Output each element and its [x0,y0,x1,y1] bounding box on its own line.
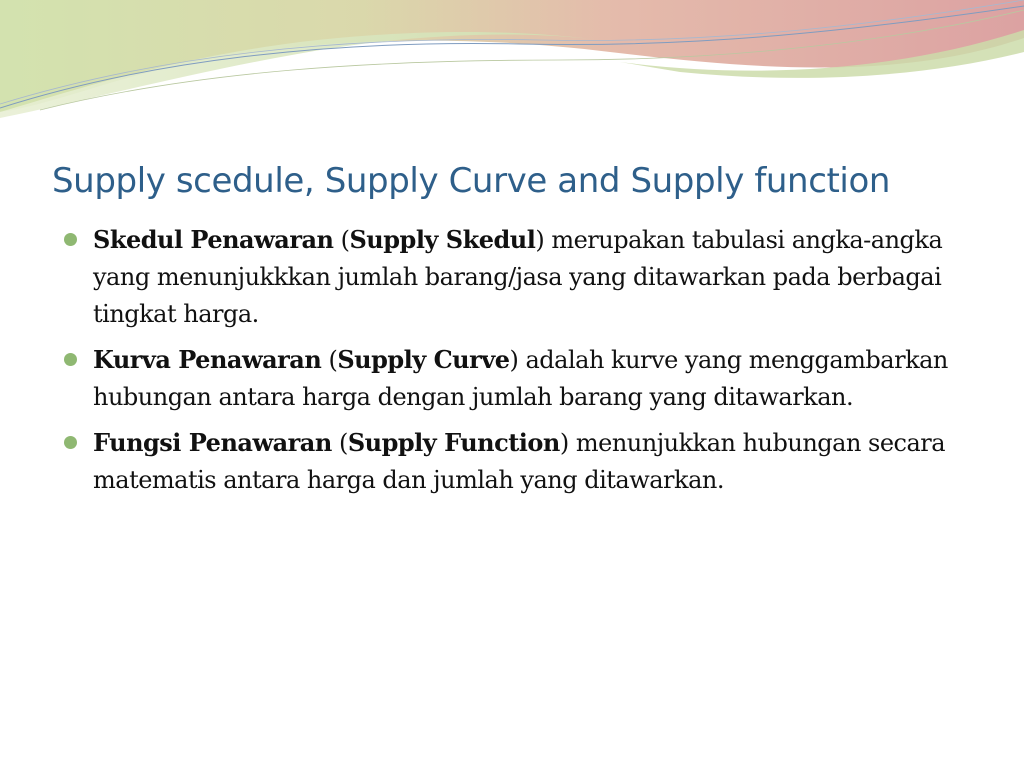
bullet-description: adalah kurve yang menggambarkan hubungan antara harga dengan jumlah barang yang ditawarkan. [93,346,948,411]
bullet-term: Kurva Penawaran [93,345,322,374]
bullet-dot-icon [64,353,77,366]
bullet-term: Skedul Penawaran [93,225,334,254]
bullet-dot-icon [64,436,77,449]
bullet-description: merupakan tabulasi angka-angka yang menunjukkkan jumlah barang/jasa yang ditawarkan pada berbagai tingkat harga. [93,226,943,328]
bullet-paren-close: ) [509,346,519,374]
bullet-list [64,221,964,507]
bullet-term: Fungsi Penawaran [93,428,332,457]
header-wave-decoration [0,0,1024,130]
bullet-dot-icon [64,233,77,246]
bullet-item-supply-schedule [64,221,964,333]
bullet-paren-open: ( [321,346,338,374]
bullet-item-supply-function [64,424,964,499]
bullet-term-english: Supply Function [347,428,560,457]
slide-title: Supply scedule, Supply Curve and Supply function [52,161,891,201]
bullet-term-english: Supply Skedul [349,225,536,254]
bullet-item-supply-curve [64,341,964,416]
bullet-paren-close: ) [535,226,545,254]
bullet-description: menunjukkan hubungan secara matematis antara harga dan jumlah yang ditawarkan. [93,429,946,494]
bullet-paren-open: ( [331,429,348,457]
bullet-paren-close: ) [559,429,569,457]
bullet-term-english: Supply Curve [337,345,510,374]
bullet-paren-open: ( [333,226,350,254]
